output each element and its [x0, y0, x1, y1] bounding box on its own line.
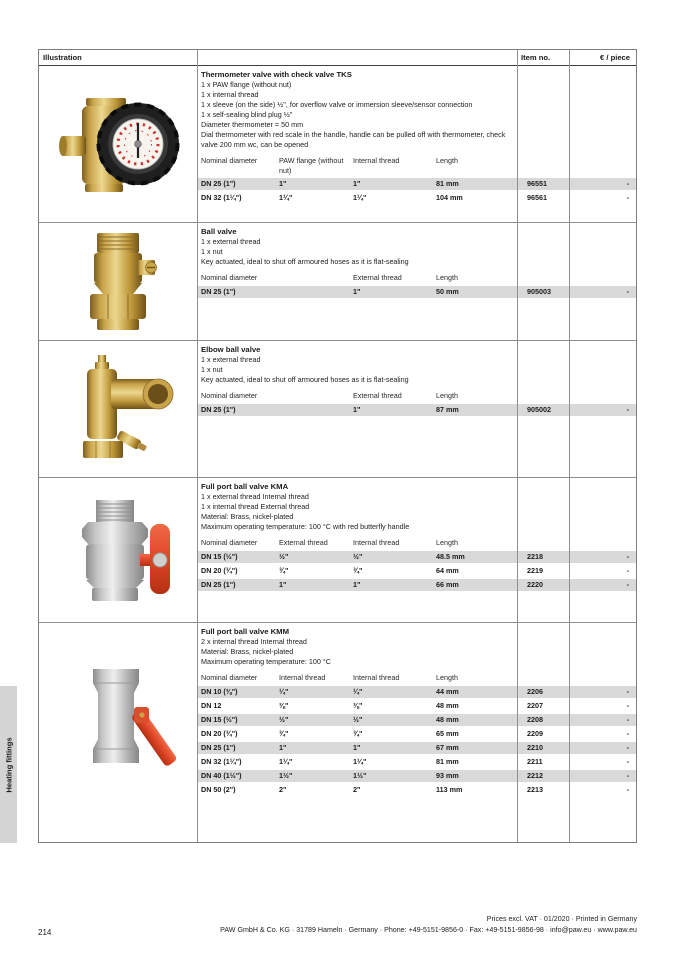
spec-column-headers — [197, 155, 636, 176]
spec-cell: 87 mm — [436, 405, 459, 414]
spec-row — [197, 700, 636, 712]
product-info — [197, 478, 636, 622]
price-value: - — [626, 580, 629, 589]
product-section — [39, 341, 636, 478]
product-description-line: Dial thermometer with red scale in the handle, handle can be pulled off with thermometer, check valve 200 mm wc, can be opened — [201, 130, 506, 149]
product-section — [39, 223, 636, 341]
column-divider — [569, 50, 570, 842]
spec-cell: 1½" — [279, 771, 293, 780]
table-header-row — [39, 50, 636, 66]
product-description-line: 1 x PAW flange (without nut) — [201, 80, 292, 89]
spec-row — [197, 404, 636, 416]
product-description-line: 1 x self-sealing blind plug ½" — [201, 110, 293, 119]
spec-column-header: External thread — [279, 538, 328, 547]
item-number: 2220 — [527, 580, 543, 589]
spec-cell: 48.5 mm — [436, 552, 465, 561]
product-sections — [39, 66, 636, 844]
product-description-line: Key actuated, ideal to shut off armoured hoses as it is flat-sealing — [201, 375, 409, 384]
spec-column-header: Length — [436, 538, 458, 547]
item-number: 96551 — [527, 179, 547, 188]
product-info — [197, 66, 636, 222]
price-value: - — [626, 771, 629, 780]
spec-row — [197, 714, 636, 726]
elbow-ball-valve-image — [39, 341, 197, 477]
product-description-line: Key actuated, ideal to shut off armoured hoses as it is flat-sealing — [201, 257, 409, 266]
spec-cell: ¾" — [279, 566, 289, 575]
thermometer-valve-tks-image — [39, 66, 197, 222]
spec-cell: 48 mm — [436, 715, 459, 724]
spec-cell: 1¼" — [353, 193, 367, 202]
spec-row — [197, 579, 636, 591]
spec-cell: DN 25 (1") — [201, 179, 236, 188]
product-info — [197, 341, 636, 477]
price-value: - — [626, 193, 629, 202]
spec-cell: DN 12 — [201, 701, 222, 710]
item-number: 905002 — [527, 405, 551, 414]
spec-cell: 48 mm — [436, 701, 459, 710]
spec-cell: 1" — [279, 179, 287, 188]
spec-row — [197, 551, 636, 563]
product-description-line: 1 x internal thread External thread — [201, 502, 310, 511]
product-description-line: Material: Brass, nickel-plated — [201, 512, 294, 521]
item-number: 905003 — [527, 287, 551, 296]
item-number: 2206 — [527, 687, 543, 696]
spec-cell: 1" — [353, 743, 361, 752]
footer-text — [220, 914, 637, 935]
item-number: 2209 — [527, 729, 543, 738]
spec-row — [197, 686, 636, 698]
spec-column-header: Length — [436, 673, 458, 682]
product-info — [197, 623, 636, 844]
product-section — [39, 623, 636, 844]
item-number: 2208 — [527, 715, 543, 724]
item-number: 2211 — [527, 757, 543, 766]
price-value: - — [626, 687, 629, 696]
spec-cell: ¾" — [353, 729, 363, 738]
chapter-side-tab — [0, 686, 17, 843]
product-description-line: 1 x nut — [201, 247, 223, 256]
price-value: - — [626, 287, 629, 296]
full-port-ball-valve-kma-image — [39, 478, 197, 622]
product-section — [39, 66, 636, 223]
column-divider — [517, 50, 518, 842]
spec-cell: 1" — [353, 179, 361, 188]
spec-cell: 1¼" — [279, 757, 293, 766]
product-description-line: Maximum operating temperature: 100 °C — [201, 657, 331, 666]
item-number: 2212 — [527, 771, 543, 780]
product-info — [197, 223, 636, 340]
spec-cell: 104 mm — [436, 193, 463, 202]
product-description-line: 1 x internal thread — [201, 90, 259, 99]
spec-column-header: Nominal diameter — [201, 673, 258, 682]
spec-row — [197, 728, 636, 740]
spec-cell: DN 20 (¾") — [201, 566, 238, 575]
spec-row — [197, 178, 636, 190]
price-value: - — [626, 179, 629, 188]
product-section — [39, 478, 636, 623]
spec-cell: DN 10 (⅜") — [201, 687, 238, 696]
price-value: - — [626, 701, 629, 710]
spec-cell: 50 mm — [436, 287, 459, 296]
spec-column-header: Nominal diameter — [201, 538, 258, 547]
price-value: - — [626, 552, 629, 561]
spec-cell: 1" — [279, 580, 287, 589]
product-description-line: Maximum operating temperature: 100 °C with red butterfly handle — [201, 522, 410, 531]
spec-column-header: PAW flange (without nut) — [279, 156, 344, 175]
item-number: 2210 — [527, 743, 543, 752]
product-description-line: 2 x internal thread Internal thread — [201, 637, 307, 646]
spec-cell: DN 15 (½") — [201, 715, 238, 724]
footer-line-1: Prices excl. VAT · 01/2020 · Printed in Germany — [486, 915, 637, 923]
product-title: Elbow ball valve — [201, 345, 261, 354]
price-value: - — [626, 715, 629, 724]
footer-line-2: PAW GmbH & Co. KG · 31789 Hameln · Germany · Phone: +49-5151-9856-0 · Fax: +49-5151-9856-98 · info@paw.eu · www.paw.eu — [220, 925, 637, 934]
spec-column-headers — [197, 390, 636, 402]
price-value: - — [626, 566, 629, 575]
page-number: 214 — [38, 928, 52, 937]
product-description-line: 1 x nut — [201, 365, 223, 374]
spec-cell: ½" — [353, 552, 363, 561]
spec-column-headers — [197, 672, 636, 684]
product-title: Full port ball valve KMM — [201, 627, 289, 636]
spec-cell: 44 mm — [436, 687, 459, 696]
spec-cell: 1" — [279, 743, 287, 752]
price-value: - — [626, 405, 629, 414]
product-title: Full port ball valve KMA — [201, 482, 289, 491]
item-number: 2213 — [527, 785, 543, 794]
item-number: 96561 — [527, 193, 547, 202]
full-port-ball-valve-kmm-image — [39, 623, 197, 844]
spec-column-header: Length — [436, 273, 458, 282]
product-title: Thermometer valve with check valve TKS — [201, 70, 352, 79]
spec-cell: ¾" — [353, 566, 363, 575]
price-value: - — [626, 743, 629, 752]
product-description-line: Material: Brass, nickel-plated — [201, 647, 294, 656]
spec-column-header: Nominal diameter — [201, 273, 258, 282]
spec-row — [197, 565, 636, 577]
header-illustration: Illustration — [43, 53, 82, 62]
spec-cell: 81 mm — [436, 179, 459, 188]
ball-valve-image — [39, 223, 197, 340]
spec-cell: DN 32 (1¼") — [201, 757, 242, 766]
spec-row — [197, 742, 636, 754]
item-number: 2219 — [527, 566, 543, 575]
spec-cell: ⅜" — [353, 701, 363, 710]
header-item-no: Item no. — [521, 53, 551, 62]
chapter-side-tab-label: Heating fittings — [4, 736, 13, 793]
spec-cell: 113 mm — [436, 785, 463, 794]
spec-cell: DN 40 (1½") — [201, 771, 242, 780]
item-number: 2218 — [527, 552, 543, 561]
spec-row — [197, 770, 636, 782]
spec-cell: 93 mm — [436, 771, 459, 780]
product-description-line: 1 x sleeve (on the side) ½", for overflow valve or immersion sleeve/sensor connection — [201, 100, 473, 109]
spec-cell: 1" — [353, 580, 361, 589]
spec-cell: DN 50 (2") — [201, 785, 236, 794]
spec-row — [197, 784, 636, 796]
spec-cell: 2" — [279, 785, 287, 794]
spec-cell: DN 25 (1") — [201, 743, 236, 752]
spec-column-header: Internal thread — [353, 538, 400, 547]
spec-column-header: Length — [436, 391, 458, 400]
spec-column-headers — [197, 537, 636, 549]
spec-column-header: External thread — [353, 273, 402, 282]
spec-cell: ½" — [279, 552, 289, 561]
spec-cell: ⅜" — [279, 701, 289, 710]
spec-row — [197, 286, 636, 298]
item-number: 2207 — [527, 701, 543, 710]
spec-column-header: Nominal diameter — [201, 156, 258, 165]
spec-cell: 1¼" — [353, 757, 367, 766]
spec-cell: 65 mm — [436, 729, 459, 738]
spec-cell: DN 25 (1") — [201, 580, 236, 589]
spec-cell: 2" — [353, 785, 361, 794]
spec-cell: DN 32 (1¼") — [201, 193, 242, 202]
spec-cell: ½" — [279, 715, 289, 724]
product-description-line: 1 x external thread — [201, 237, 261, 246]
spec-cell: 1" — [353, 287, 361, 296]
spec-row — [197, 192, 636, 204]
spec-column-headers — [197, 272, 636, 284]
product-description-line: 1 x external thread Internal thread — [201, 492, 309, 501]
spec-cell: ¼" — [353, 687, 363, 696]
spec-column-header: Length — [436, 156, 458, 165]
spec-row — [197, 756, 636, 768]
spec-column-header: Internal thread — [353, 673, 400, 682]
spec-cell: DN 25 (1") — [201, 287, 236, 296]
price-value: - — [626, 785, 629, 794]
price-value: - — [626, 757, 629, 766]
spec-cell: 1" — [353, 405, 361, 414]
column-divider — [197, 50, 198, 842]
spec-cell: DN 25 (1") — [201, 405, 236, 414]
product-title: Ball valve — [201, 227, 237, 236]
spec-cell: ½" — [353, 715, 363, 724]
spec-cell: 1½" — [353, 771, 367, 780]
spec-cell: 1¼" — [279, 193, 293, 202]
spec-cell: 66 mm — [436, 580, 459, 589]
spec-cell: 67 mm — [436, 743, 459, 752]
spec-column-header: Internal thread — [353, 156, 400, 165]
price-value: - — [626, 729, 629, 738]
spec-cell: ¾" — [279, 729, 289, 738]
product-description-line: Diameter thermometer = 50 mm — [201, 120, 304, 129]
spec-cell: 64 mm — [436, 566, 459, 575]
product-description-line: 1 x external thread — [201, 355, 261, 364]
header-price: € / piece — [600, 53, 630, 62]
spec-column-header: External thread — [353, 391, 402, 400]
spec-column-header: Internal thread — [279, 673, 326, 682]
spec-column-header: Nominal diameter — [201, 391, 258, 400]
spec-cell: DN 15 (½") — [201, 552, 238, 561]
spec-cell: 81 mm — [436, 757, 459, 766]
product-table — [38, 49, 637, 843]
spec-cell: ¼" — [279, 687, 289, 696]
spec-cell: DN 20 (¾") — [201, 729, 238, 738]
